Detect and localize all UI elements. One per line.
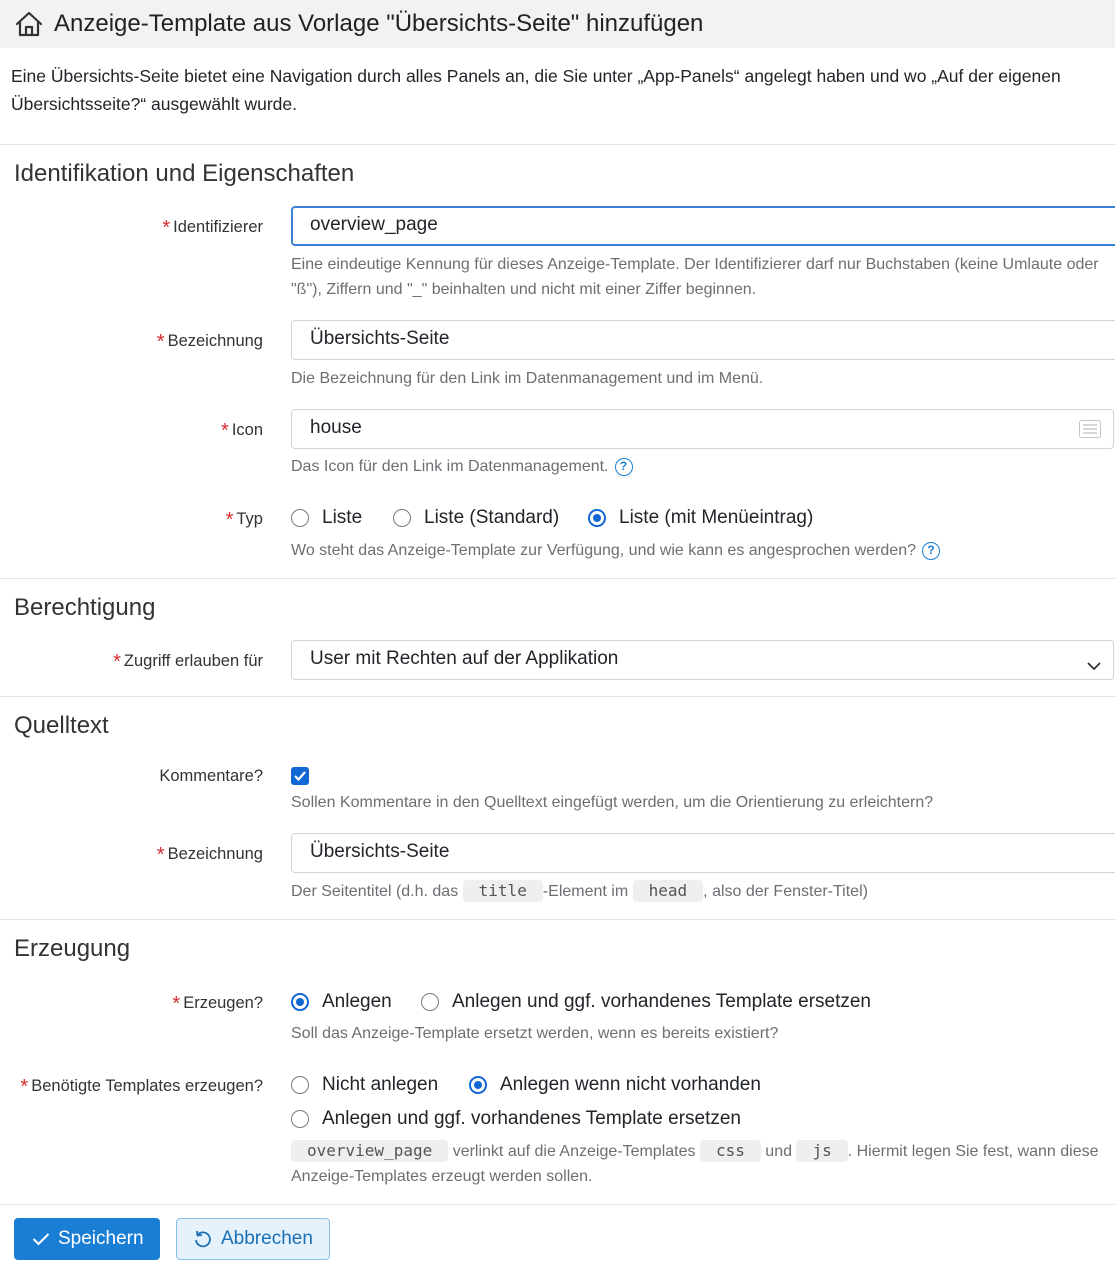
required-marker: * (172, 993, 181, 1015)
section-permission-heading: Berechtigung (14, 594, 156, 621)
create-help: Soll das Anzeige-Template ersetzt werden, wenn es bereits existiert? (291, 1025, 779, 1042)
create-option-replace[interactable] (421, 991, 871, 1013)
list-picker-icon[interactable] (1079, 420, 1101, 444)
required-marker: * (221, 420, 229, 442)
code-snippet: overview_page (291, 1140, 448, 1162)
section-source-heading: Quelltext (14, 712, 109, 739)
icon-label-text: Icon (231, 421, 263, 439)
required-option-label: Nicht anlegen (322, 1074, 439, 1095)
page-title-input[interactable]: Übersichts-Seite (291, 833, 1115, 873)
identifier-help: Eine eindeutige Kennung für dieses Anzeige-Template. Der Identifizierer darf nur Buchstaben (keine Umlaute oder "ß"), Ziffern und "_" beinhalten und nicht mit einer Ziffer beginnen. (291, 256, 1099, 298)
icon-input-value: house (310, 417, 362, 438)
chevron-down-icon (1087, 655, 1101, 677)
radio-button-selected[interactable] (469, 1076, 487, 1094)
create-label-text: Erzeugen? (183, 994, 263, 1012)
divider (0, 696, 1115, 697)
help-text: und (765, 1143, 792, 1160)
name-input[interactable]: Übersichts-Seite (291, 320, 1115, 360)
comments-help: Sollen Kommentare in den Quelltext eingefügt werden, um die Orientierung zu erleichtern? (291, 794, 934, 811)
create-option-label: Anlegen (322, 991, 392, 1012)
cancel-button[interactable] (176, 1218, 330, 1260)
comments-checkbox[interactable] (291, 767, 309, 785)
radio-button-selected[interactable] (588, 509, 606, 527)
type-help-text: Wo steht das Anzeige-Template zur Verfügung, und wie kann es angesprochen werden? (291, 542, 916, 559)
undo-icon (193, 1229, 213, 1249)
code-snippet: css (700, 1140, 761, 1162)
help-question-icon[interactable]: ? (922, 542, 940, 560)
required-marker: * (162, 217, 171, 239)
save-button-label: Speichern (58, 1228, 144, 1249)
house-icon (14, 10, 44, 38)
type-option-liste-menu[interactable] (588, 507, 813, 529)
icon-help-text: Das Icon für den Link im Datenmanagement. (291, 458, 609, 475)
help-text: . Hiermit legen Sie fest, wann diese Anzeige-Templates erzeugt werden sollen. (291, 1143, 1099, 1185)
divider (0, 1204, 1115, 1205)
required-templates-label (20, 1074, 263, 1097)
page-title-label-text: Bezeichnung (167, 845, 263, 863)
type-option-label: Liste (mit Menüeintrag) (619, 507, 814, 528)
required-marker: * (225, 509, 234, 531)
page-title-label (157, 842, 263, 865)
create-option-anlegen[interactable] (291, 991, 392, 1013)
check-icon (32, 1232, 50, 1246)
required-templates-help (291, 1139, 1106, 1189)
type-help (291, 538, 1106, 563)
type-label-text: Typ (236, 510, 263, 528)
cancel-button-label: Abbrechen (221, 1228, 313, 1249)
radio-button[interactable] (291, 509, 309, 527)
code-snippet: head (633, 880, 704, 902)
name-label (157, 329, 263, 352)
comments-label: Kommentare? (159, 767, 263, 785)
access-label (113, 649, 263, 672)
radio-button[interactable] (421, 993, 439, 1011)
type-option-label: Liste (Standard) (424, 507, 560, 528)
section-identification-heading: Identifikation und Eigenschaften (14, 160, 355, 187)
identifier-label (162, 215, 263, 238)
page-title: Anzeige-Template aus Vorlage "Übersichts-Seite" hinzufügen (54, 10, 704, 37)
type-option-liste[interactable] (291, 507, 362, 529)
access-label-text: Zugriff erlauben für (123, 652, 263, 670)
radio-button[interactable] (291, 1110, 309, 1128)
title-bar (0, 0, 1115, 48)
access-select[interactable] (291, 640, 1114, 680)
help-text: Der Seitentitel (d.h. das (291, 883, 459, 900)
name-label-text: Bezeichnung (167, 332, 263, 350)
radio-button-selected[interactable] (291, 993, 309, 1011)
icon-input[interactable] (291, 409, 1114, 449)
required-marker: * (113, 651, 121, 673)
required-marker: * (156, 331, 165, 353)
required-option-label: Anlegen und ggf. vorhandenes Template ersetzen (322, 1108, 742, 1129)
help-text: , also der Fenster-Titel) (703, 883, 868, 900)
required-marker: * (156, 844, 165, 866)
create-label (172, 991, 263, 1014)
required-option-if-missing[interactable] (469, 1074, 761, 1096)
name-help: Die Bezeichnung für den Link im Datenmanagement und im Menü. (291, 370, 764, 387)
code-snippet: title (463, 880, 543, 902)
help-question-icon[interactable]: ? (615, 458, 633, 476)
type-option-liste-standard[interactable] (393, 507, 559, 529)
radio-button[interactable] (291, 1076, 309, 1094)
type-option-label: Liste (322, 507, 363, 528)
page-title-help (291, 879, 1106, 904)
required-marker: * (20, 1076, 29, 1098)
section-generation-heading: Erzeugung (14, 935, 131, 962)
required-option-replace[interactable] (291, 1108, 741, 1130)
required-templates-label-text: Benötigte Templates erzeugen? (31, 1077, 263, 1095)
divider (0, 578, 1115, 579)
required-option-none[interactable] (291, 1074, 438, 1096)
help-text: -Element im (542, 883, 629, 900)
code-snippet: js (796, 1140, 847, 1162)
required-option-label: Anlegen wenn nicht vorhanden (500, 1074, 761, 1095)
type-label (226, 507, 263, 530)
access-select-value: User mit Rechten auf der Applikation (310, 648, 619, 669)
divider (0, 919, 1115, 920)
radio-button[interactable] (393, 509, 411, 527)
identifier-label-text: Identifizierer (173, 218, 263, 236)
identifier-input[interactable]: overview_page (291, 206, 1115, 246)
save-button[interactable] (14, 1218, 160, 1260)
help-text: verlinkt auf die Anzeige-Templates (452, 1143, 696, 1160)
icon-help (291, 454, 1106, 479)
create-option-label: Anlegen und ggf. vorhandenes Template ersetzen (452, 991, 872, 1012)
intro-text: Eine Übersichts-Seite bietet eine Navigation durch alles Panels an, die Sie unter „App-Panels“ angelegt haben und wo „Auf der eigenen Übersichtsseite?“ ausgewählt wurde. (11, 66, 1061, 114)
icon-label (221, 418, 263, 441)
divider (0, 144, 1115, 145)
